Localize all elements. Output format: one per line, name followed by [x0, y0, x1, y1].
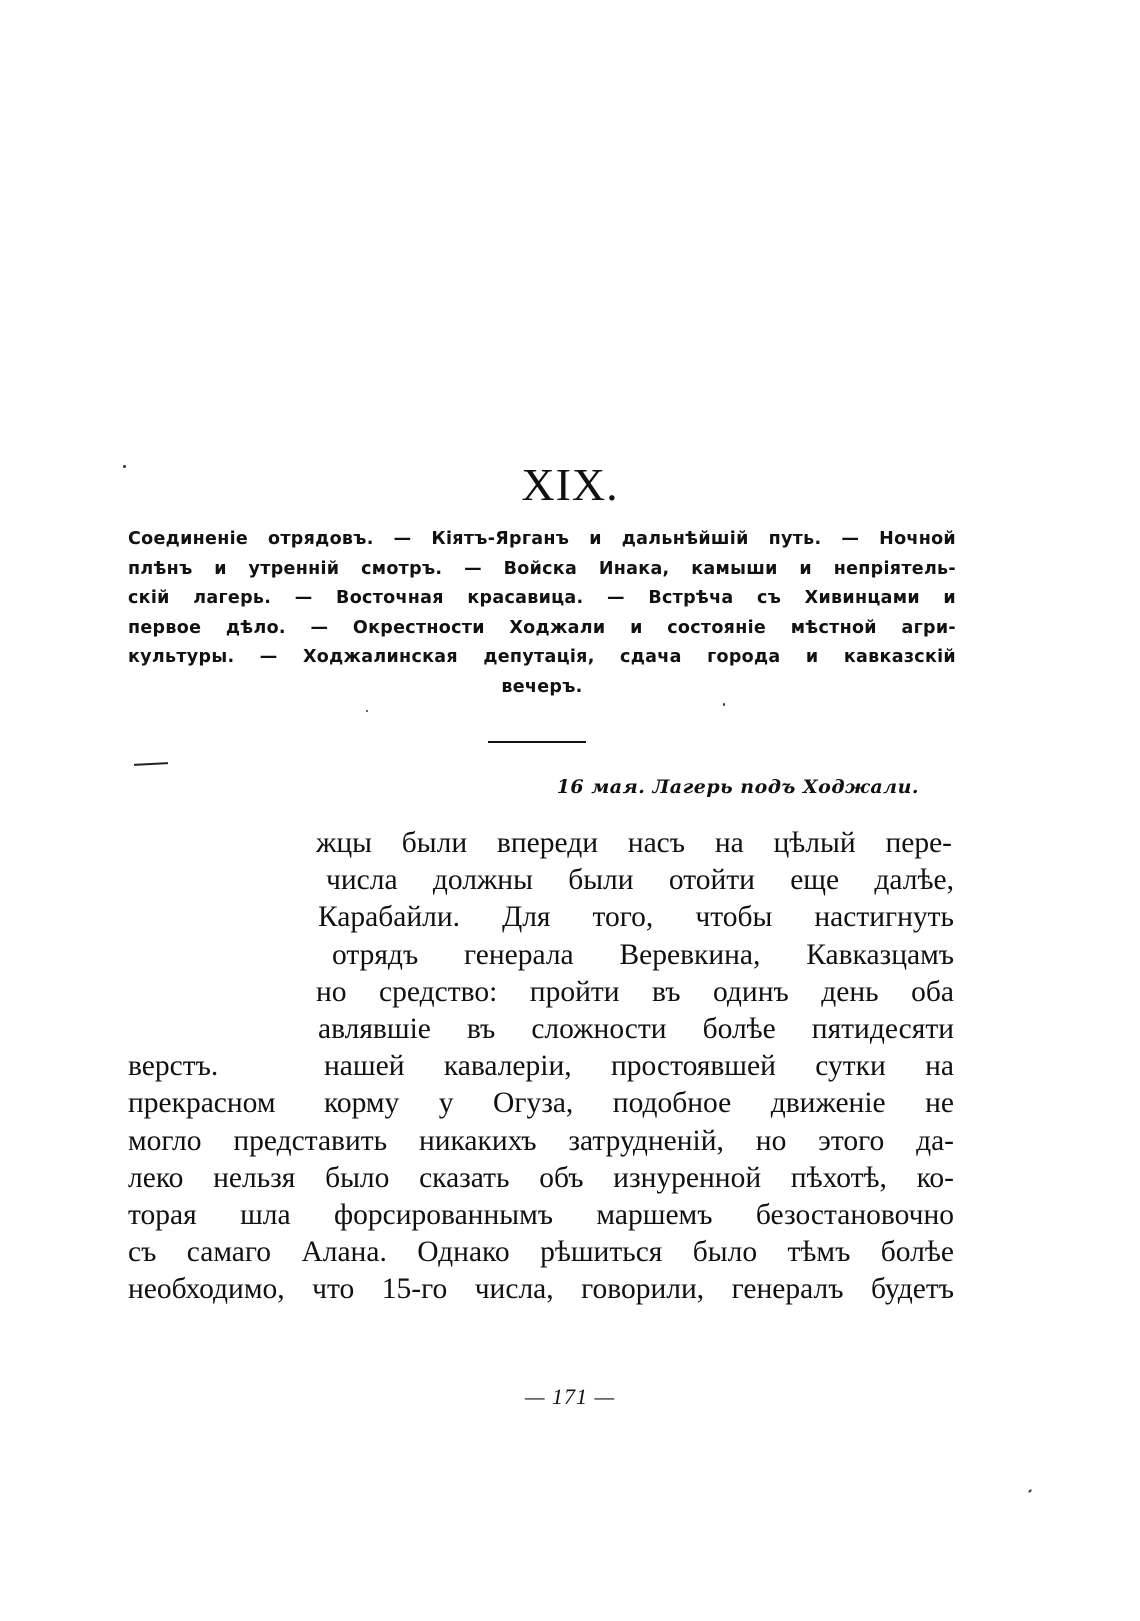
body-line: [128, 1160, 954, 1197]
scan-speck: [123, 465, 126, 468]
scan-speck: [366, 710, 368, 712]
synopsis-line: культуры. — Ходжалинская депутацiя, сдача города и кавказскiй: [128, 647, 956, 667]
dateline: 16 мая. Лагерь подъ Ходжали.: [556, 776, 919, 798]
body-line: [128, 1271, 954, 1308]
body-line-text: могло представить никакихъ затрудненiй, но этого да-: [128, 1124, 954, 1157]
body-line-text: съ самаго Алана. Однако рѣшиться было тѣмъ болѣе: [128, 1236, 954, 1269]
body-line: [128, 1011, 954, 1048]
body-line-text: числа должны были отойти еще далѣе,: [326, 864, 954, 897]
body-line-text: нашей кавалерiи, простоявшей сутки на: [324, 1050, 954, 1083]
synopsis-line: первое дѣло. — Окрестности Ходжали и состоянiе мѣстной агри-: [128, 617, 956, 638]
body-line-text: жцы были впереди насъ на цѣлый пере-: [316, 827, 952, 859]
body-line-text: необходимо, что 15-го числа, говорили, генералъ будетъ: [128, 1273, 954, 1306]
body-text: [128, 825, 954, 1308]
body-line: [128, 937, 954, 974]
stray-ink-mark: [134, 762, 168, 766]
body-line-text-left: верстъ.: [128, 1050, 219, 1083]
body-line-text: авлявшiе въ сложности болѣе пятидесяти: [318, 1012, 954, 1045]
body-line: [128, 825, 954, 862]
body-line: [128, 1085, 954, 1122]
body-line-text: корму у Огуза, подобное движенiе не: [324, 1087, 954, 1120]
synopsis-line: скiй лагерь. — Восточная красавица. — Встрѣча съ Хивинцами и: [128, 588, 956, 608]
body-line-text: отрядъ генерала Веревкина, Кавказцамъ: [332, 938, 954, 971]
synopsis-line: вечеръ.: [501, 676, 583, 697]
body-line: [128, 1197, 954, 1234]
section-divider: [488, 741, 586, 743]
page-number: — 171 —: [524, 1384, 616, 1409]
body-line-text: леко нельзя было сказать объ изнуренной пѣхотѣ, ко-: [128, 1161, 954, 1194]
body-line-text-left: прекрасном: [128, 1087, 276, 1120]
body-line: [128, 1123, 954, 1160]
scan-speck: [1028, 1489, 1032, 1493]
body-line: [128, 862, 954, 899]
body-line: [128, 974, 954, 1011]
synopsis-line: Соединенiе отрядовъ. — Кiятъ-Ярганъ и дальнѣйшiй путь. — Ночной: [128, 529, 956, 549]
scan-speck: [723, 703, 725, 706]
body-line-text: Карабайли. Для того, чтобы настигнуть: [318, 901, 954, 934]
body-line: [128, 1048, 954, 1085]
chapter-synopsis: [128, 525, 956, 702]
body-line: [128, 899, 954, 936]
body-line: [128, 1234, 954, 1271]
synopsis-line: плѣнъ и утреннiй смотръ. — Войска Инака, камыши и непрiятель-: [128, 558, 956, 579]
chapter-number: XIX.: [521, 459, 619, 510]
body-line-text: торая шла форсированнымъ маршемъ безостановочно: [128, 1198, 954, 1231]
body-line-text: но средство: пройти въ одинъ день оба: [316, 975, 954, 1008]
